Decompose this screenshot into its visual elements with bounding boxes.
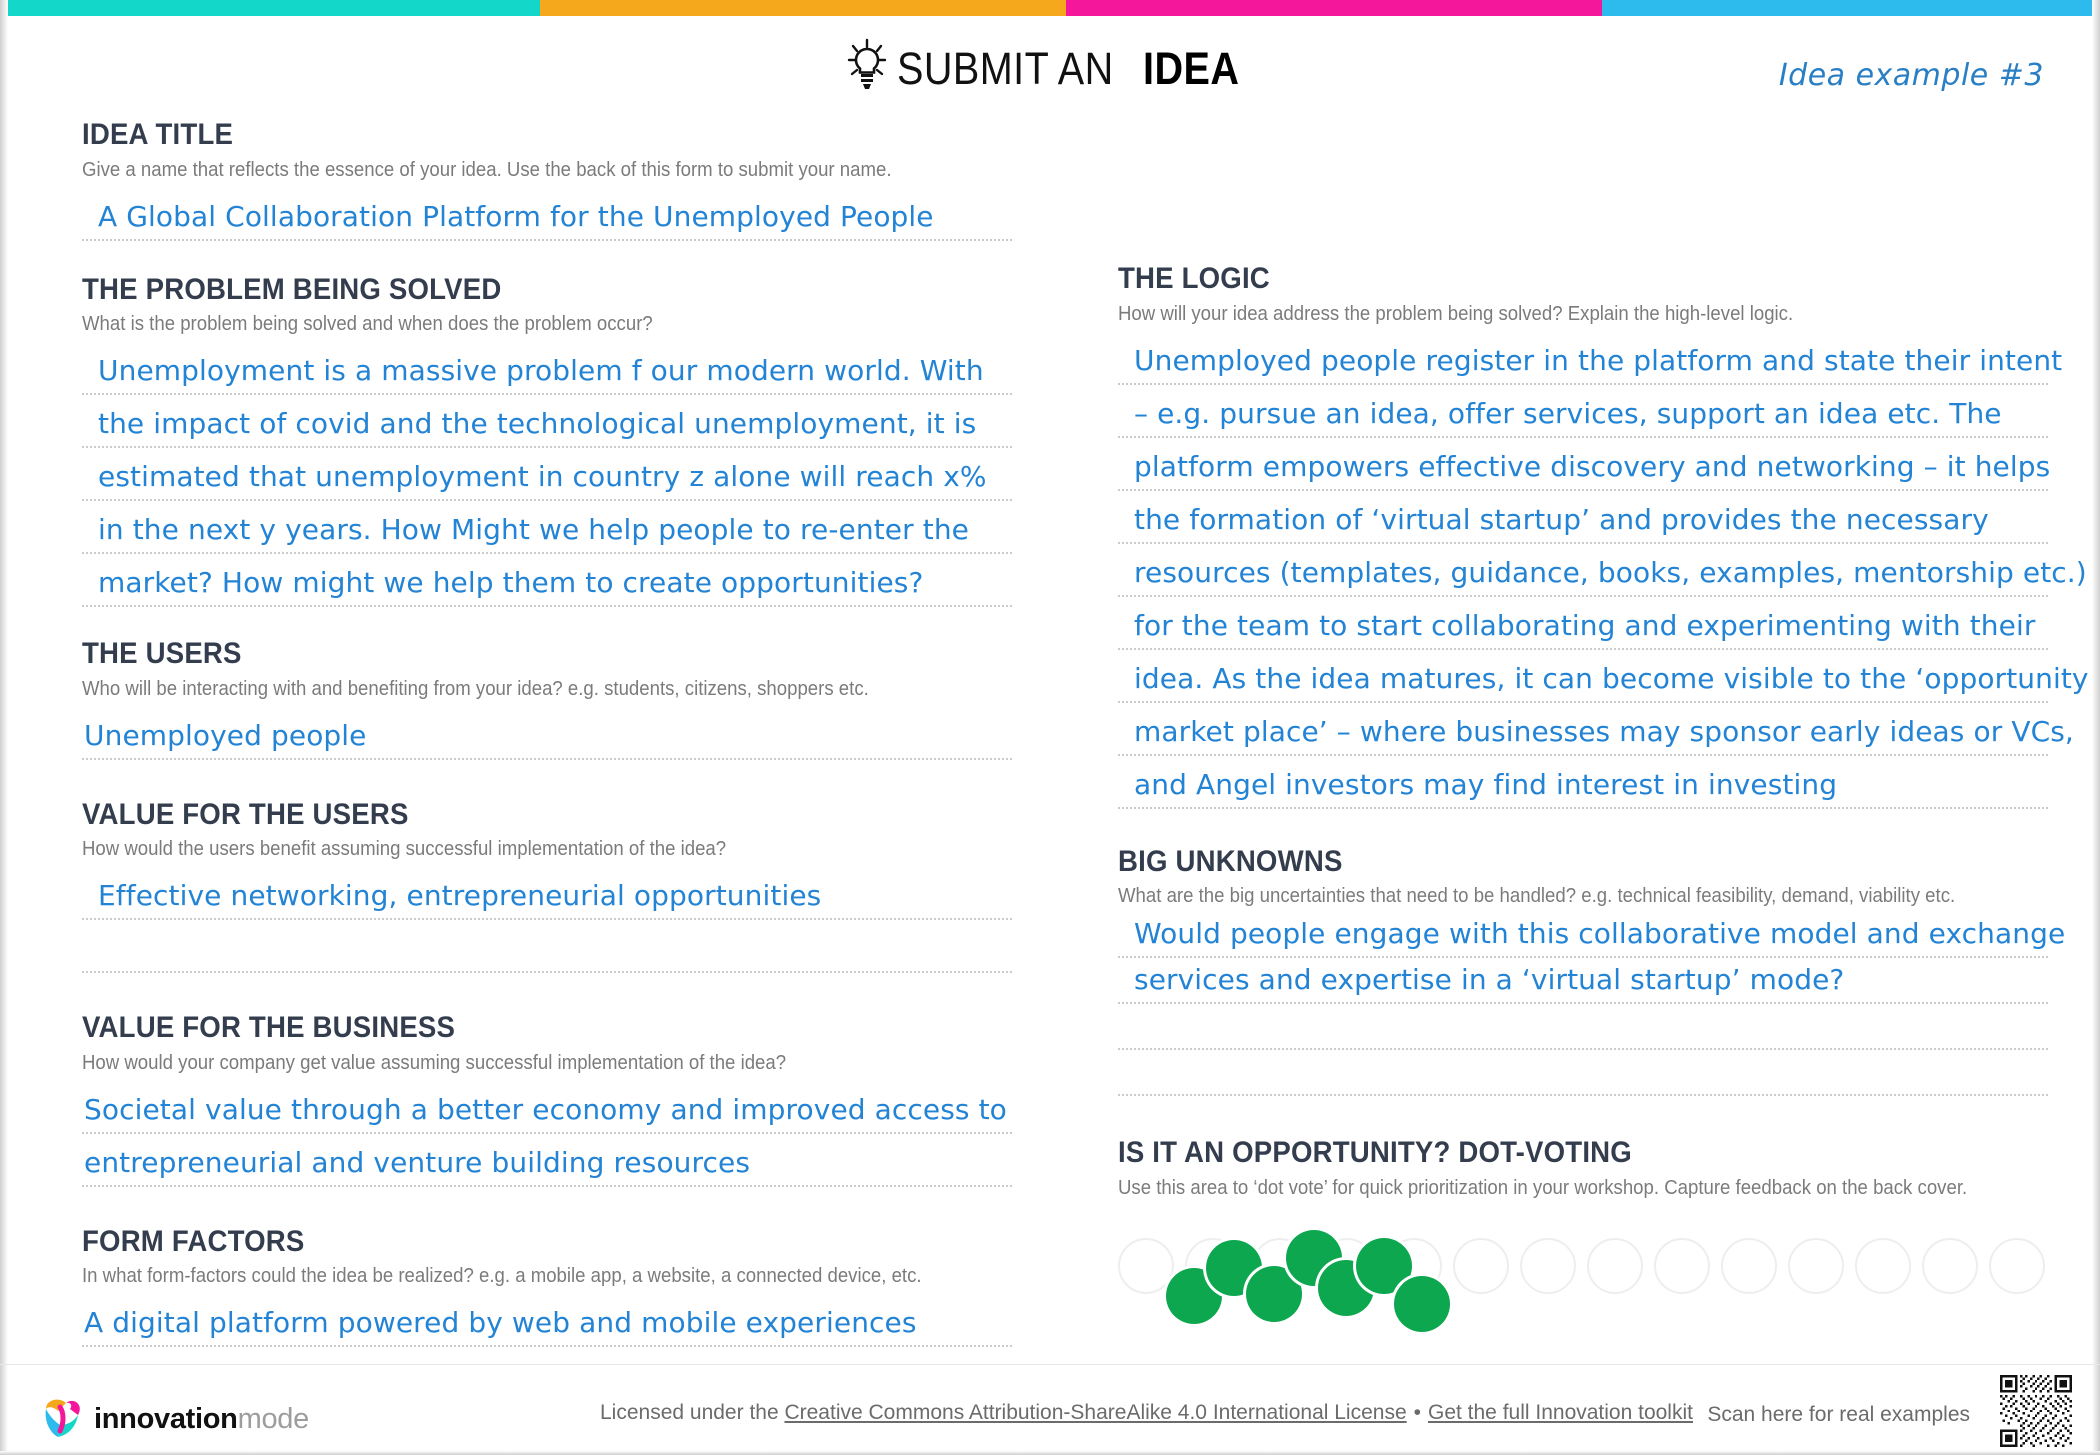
field-hint: Use this area to ‘dot vote’ for quick prioritization in your workshop. Capture feedback on the back cover.	[1118, 1176, 1968, 1199]
license-link[interactable]: Creative Commons Attribution-ShareAlike 4.0 International License	[784, 1401, 1407, 1424]
dot-vote-slot[interactable]	[1855, 1238, 1911, 1294]
answer-line[interactable]	[82, 188, 1012, 241]
color-segment-teal	[0, 0, 540, 16]
answer-line[interactable]	[1118, 597, 2048, 650]
color-segment-amber	[540, 0, 1066, 16]
field-hint: What are the big uncertainties that need to be handled? e.g. technical feasibility, demand, viability etc.	[1118, 885, 1956, 907]
field-hint: Give a name that reflects the essence of your idea. Use the back of this form to submit your name.	[82, 158, 892, 181]
answer-text: market? How might we help them to create opportunities?	[98, 566, 924, 599]
answer-text: the impact of covid and the technological unemployment, it is	[98, 407, 977, 440]
color-segment-magenta	[1066, 0, 1602, 16]
field-hint: How will your idea address the problem being solved? Explain the high-level logic.	[1118, 302, 1794, 325]
dot-vote-slot[interactable]	[1587, 1238, 1643, 1294]
answer-text: Unemployed people	[84, 718, 367, 752]
license-prefix: Licensed under the	[600, 1401, 785, 1424]
field-lines	[82, 867, 1012, 973]
field-problem	[82, 273, 1012, 608]
answer-text: entrepreneurial and venture building resources	[84, 1145, 751, 1179]
field-big-unknowns	[1118, 844, 2066, 1097]
qr-code-icon	[2000, 1375, 2072, 1447]
brand-logo-light: mode	[237, 1403, 309, 1435]
field-heading: IS IT AN OPPORTUNITY? DOT-VOTING	[1118, 1136, 1632, 1169]
answer-text: Effective networking, entrepreneurial opportunities	[98, 879, 822, 912]
answer-line[interactable]	[82, 342, 1012, 395]
dot-vote-slot[interactable]	[1453, 1238, 1509, 1294]
answer-text: A digital platform powered by web and mobile experiences	[84, 1306, 917, 1339]
brand-logo-text	[94, 1403, 309, 1436]
field-heading: VALUE FOR THE USERS	[82, 797, 409, 831]
answer-text: platform empowers effective discovery and networking – it helps	[1134, 449, 2051, 483]
answer-text: Societal value through a better economy and improved access to	[84, 1092, 1007, 1126]
answer-line[interactable]	[82, 707, 1012, 760]
field-hint: How would the users benefit assuming successful implementation of the idea?	[82, 838, 727, 860]
answer-line[interactable]	[82, 1081, 1012, 1134]
field-heading: VALUE FOR THE BUSINESS	[82, 1011, 456, 1044]
brand-logo-bold: innovation	[94, 1403, 238, 1435]
answer-text: A Global Collaboration Platform for the Unemployed People	[98, 199, 934, 233]
field-hint: How would your company get value assuming successful implementation of the idea?	[82, 1051, 787, 1074]
field-lines	[1118, 912, 2066, 1096]
answer-line[interactable]	[1118, 1004, 2048, 1050]
field-hint: What is the problem being solved and when does the problem occur?	[82, 313, 653, 335]
answer-line[interactable]	[82, 920, 1012, 973]
dot-vote-slot[interactable]	[1520, 1238, 1576, 1294]
answer-text: idea. As the idea matures, it can become visible to the ‘opportunity	[1134, 661, 2089, 695]
field-value-for-users	[82, 798, 1012, 974]
field-users	[82, 637, 1012, 760]
page-title-light: SUBMIT AN	[897, 43, 1114, 94]
answer-line[interactable]	[82, 501, 1012, 554]
field-logic	[1118, 262, 2089, 809]
field-heading: IDEA TITLE	[82, 118, 234, 151]
answer-text: Unemployment is a massive problem f our modern world. With	[98, 354, 984, 387]
answer-line[interactable]	[1118, 491, 2048, 544]
field-lines	[82, 1294, 1012, 1347]
dot-vote-slot[interactable]	[1654, 1238, 1710, 1294]
answer-text: resources (templates, guidance, books, examples, mentorship etc.)	[1134, 555, 2087, 589]
lightbulb-icon	[847, 38, 887, 90]
field-lines	[82, 188, 1012, 241]
answer-line[interactable]	[1118, 385, 2048, 438]
toolkit-link[interactable]: Get the full Innovation toolkit	[1427, 1401, 1693, 1424]
field-heading: THE LOGIC	[1118, 262, 1270, 295]
left-column	[82, 118, 1012, 1347]
right-column	[1118, 262, 2089, 1310]
field-hint: In what form-factors could the idea be realized? e.g. a mobile app, a website, a connected device, etc.	[82, 1265, 922, 1287]
field-value-for-business	[82, 1011, 1012, 1187]
dot-vote-slot[interactable]	[1118, 1238, 1174, 1294]
answer-line[interactable]	[82, 395, 1012, 448]
answer-text: Would people engage with this collaborative model and exchange	[1134, 917, 2066, 950]
answer-line[interactable]	[1118, 912, 2066, 958]
page-title-bold: IDEA	[1143, 43, 1240, 94]
field-heading: BIG UNKNOWNS	[1118, 844, 1343, 878]
field-idea-title	[82, 118, 1012, 241]
field-heading: THE PROBLEM BEING SOLVED	[82, 272, 502, 306]
answer-line[interactable]	[1118, 544, 2087, 597]
brand-logo	[40, 1393, 309, 1446]
answer-line[interactable]	[1118, 756, 2048, 809]
page-bottom-shadow	[0, 1451, 2100, 1455]
answer-line[interactable]	[82, 1294, 1012, 1347]
license-text	[600, 1401, 1693, 1425]
answer-line[interactable]	[1118, 1050, 2048, 1096]
answer-line[interactable]	[1118, 650, 2089, 703]
field-lines	[82, 342, 1012, 607]
color-segment-blue	[1602, 0, 2100, 16]
answer-line[interactable]	[1118, 332, 2063, 385]
answer-line[interactable]	[82, 867, 1012, 920]
field-form-factors	[82, 1225, 1012, 1348]
dot-vote-slot[interactable]	[1922, 1238, 1978, 1294]
answer-line[interactable]	[1118, 438, 2051, 491]
answer-line[interactable]	[82, 448, 1012, 501]
answer-text: services and expertise in a ‘virtual startup’ mode?	[1134, 963, 1845, 996]
answer-text: estimated that unemployment in country z alone will reach x%	[98, 460, 987, 493]
answer-text: market place’ – where businesses may sponsor early ideas or VCs,	[1134, 714, 2074, 748]
dot-voting-row[interactable]	[1118, 1222, 2048, 1310]
field-lines	[82, 707, 1012, 760]
idea-example-label: Idea example #3	[1778, 58, 2044, 93]
answer-line[interactable]	[1118, 958, 2048, 1004]
field-lines	[82, 1081, 1012, 1187]
page-edge-right	[2092, 0, 2100, 1455]
field-hint: Who will be interacting with and benefiting from your idea? e.g. students, citizens, shoppers etc.	[82, 677, 869, 700]
top-color-bar	[0, 0, 2100, 16]
field-dot-voting	[1118, 1136, 2048, 1310]
scan-label: Scan here for real examples	[1707, 1403, 1970, 1426]
dot-vote-slot[interactable]	[1989, 1238, 2045, 1294]
innovationmode-logo-icon	[40, 1393, 86, 1446]
answer-line[interactable]	[82, 554, 1012, 607]
answer-text: and Angel investors may find interest in investing	[1134, 767, 1838, 801]
license-separator: •	[1413, 1401, 1421, 1424]
answer-line[interactable]	[1118, 703, 2074, 756]
dot-vote-mark[interactable]	[1394, 1276, 1450, 1332]
answer-text: – e.g. pursue an idea, offer services, support an idea etc. The	[1134, 396, 2002, 430]
answer-text: Unemployed people register in the platform and state their intent	[1134, 343, 2063, 377]
field-lines	[1118, 332, 2089, 809]
page-edge-left	[0, 0, 8, 1455]
answer-text: in the next y years. How Might we help people to re-enter the	[98, 513, 969, 546]
field-heading: THE USERS	[82, 637, 242, 670]
dot-vote-slot[interactable]	[1721, 1238, 1777, 1294]
answer-text: the formation of ‘virtual startup’ and provides the necessary	[1134, 502, 1989, 536]
dot-vote-slot[interactable]	[1788, 1238, 1844, 1294]
answer-text: for the team to start collaborating and experimenting with their	[1134, 608, 2036, 642]
page-header	[0, 16, 2100, 108]
field-heading: FORM FACTORS	[82, 1224, 305, 1258]
answer-line[interactable]	[82, 1134, 1012, 1187]
page-footer	[0, 1364, 2100, 1455]
